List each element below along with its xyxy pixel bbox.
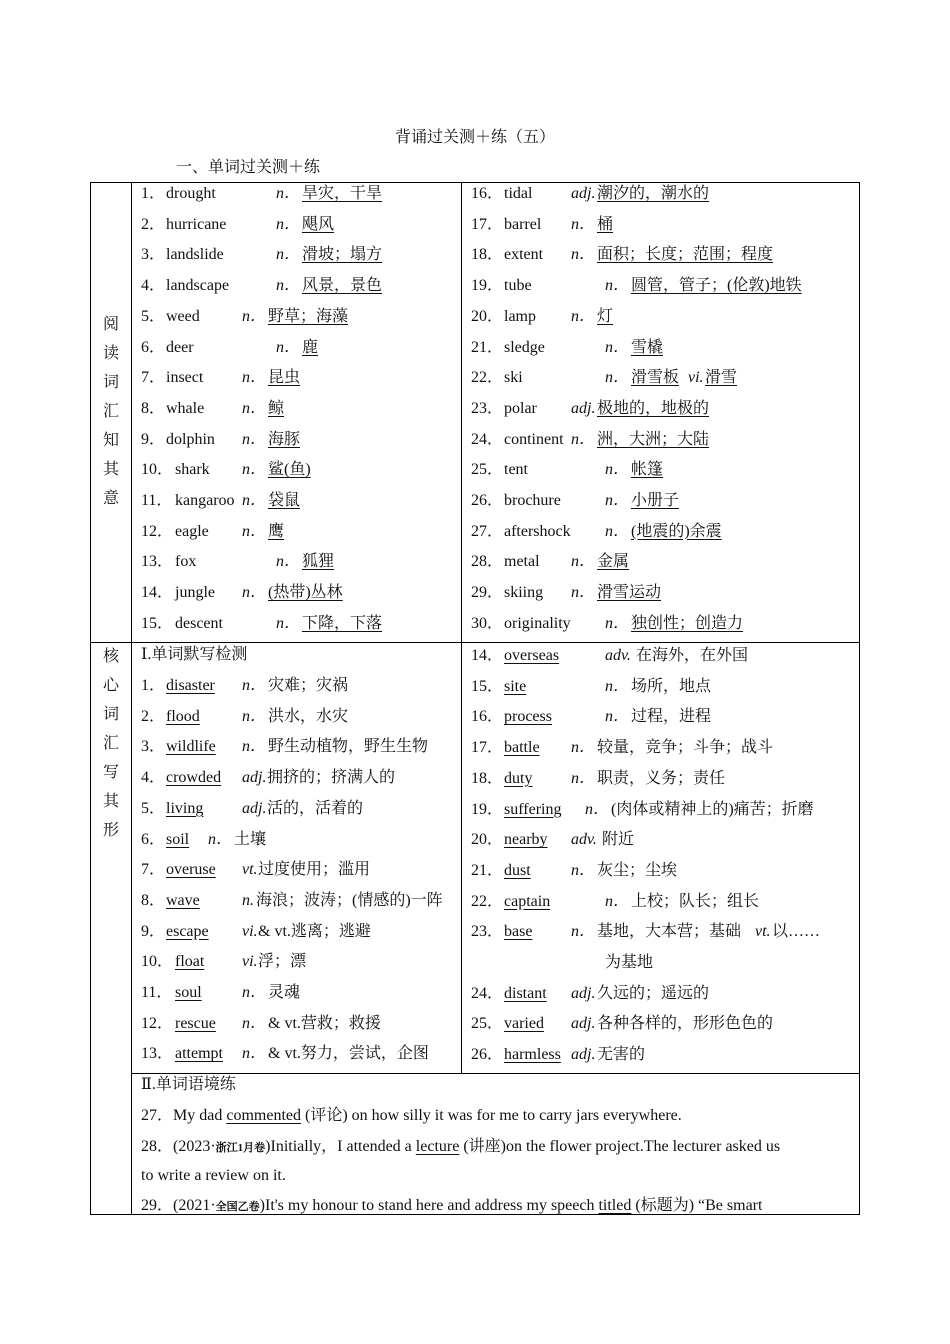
item-word: lamp — [504, 307, 536, 325]
item-meaning: 圆管，管子；(伦敦)地铁 — [631, 277, 802, 295]
part-of-speech: n． — [571, 215, 596, 233]
answer-word: site — [504, 677, 527, 695]
item-meaning: 拥挤的；挤满人的 — [267, 769, 396, 787]
item-number: 21． — [471, 861, 504, 879]
item-meaning: 洪水，水灾 — [268, 707, 349, 725]
part-of-speech: n． — [571, 739, 596, 757]
item-word: extent — [504, 246, 544, 264]
item-number: 27． — [471, 522, 504, 540]
label-char: 汇 — [102, 735, 119, 752]
item-number: 2． — [141, 707, 166, 725]
item-number: 11． — [141, 984, 173, 1001]
part-of-speech: n． — [605, 614, 630, 632]
item-number: 12． — [141, 1014, 174, 1032]
item-number: 20． — [471, 831, 504, 849]
part-of-speech: n． — [276, 246, 301, 264]
item-word: jungle — [175, 584, 215, 602]
answer-word: dust — [504, 861, 531, 879]
item-meaning: 雪橇 — [631, 338, 664, 356]
item-meaning: & vt.营救；救援 — [268, 1014, 381, 1032]
item-number: 24． — [471, 430, 504, 448]
answer-word: rescue — [175, 1014, 216, 1032]
part-of-speech: n． — [242, 984, 267, 1001]
source-tag: ) — [259, 1197, 265, 1214]
item-meaning: 极地的，地极的 — [597, 399, 710, 417]
item-number: 3． — [141, 246, 166, 264]
label-column-divider — [131, 182, 132, 1215]
answer-word: flood — [166, 707, 200, 725]
source-tag: 浙江1月卷 — [215, 1142, 266, 1154]
item-meaning: (热带)丛林 — [268, 584, 343, 602]
item-word: insect — [166, 369, 204, 387]
part-of-speech: adj. — [571, 1046, 596, 1064]
sentence-text: (标题为) “Be smart — [631, 1197, 763, 1214]
answer-word: wave — [166, 891, 200, 909]
part-of-speech: n． — [571, 553, 596, 571]
sentence-29 — [141, 1191, 762, 1222]
sentence-text: My dad — [173, 1107, 227, 1124]
item-word: polar — [504, 399, 537, 417]
item-number: 28． — [471, 553, 504, 571]
answer-blank: lecture — [415, 1138, 460, 1155]
item-word: tent — [504, 461, 528, 479]
page-title: 背诵过关测＋练（五） — [394, 129, 555, 146]
item-meaning: 灵魂 — [268, 984, 301, 1001]
sentence-number: 28． — [141, 1138, 174, 1155]
item-number: 9． — [141, 430, 166, 448]
item-number: 10． — [141, 461, 174, 479]
item-meaning: 土壤 — [234, 830, 267, 848]
item-number: 5． — [141, 307, 166, 325]
item-meaning: 浮；漂 — [258, 953, 307, 971]
part-of-speech: n． — [571, 307, 596, 325]
item-number: 18． — [471, 769, 504, 787]
subsection-divider — [131, 1073, 860, 1074]
item-number: 25． — [471, 461, 504, 479]
sentence-number: 27． — [141, 1107, 174, 1124]
item-meaning: 在海外，在外国 — [636, 647, 749, 664]
item-number: 26． — [471, 1046, 504, 1064]
part-of-speech: n． — [605, 277, 630, 295]
sentence-text: (评论) on how silly it was for me to carry jars everywhere. — [300, 1107, 682, 1124]
item-meaning: 滑雪板 — [631, 369, 680, 387]
answer-word: overuse — [166, 861, 216, 879]
item-meaning: 职责，义务；责任 — [597, 769, 726, 787]
item-number: 8． — [141, 399, 166, 417]
item-number: 12． — [141, 522, 174, 540]
sentence-number: 29． — [141, 1197, 174, 1214]
item-word: shark — [175, 461, 210, 479]
part-of-speech: n． — [605, 892, 630, 910]
item-meaning: 无害的 — [597, 1046, 646, 1064]
item-number: 4． — [141, 277, 166, 295]
answer-word: base — [504, 923, 533, 941]
item-word: deer — [166, 338, 194, 356]
item-meaning: 海豚 — [268, 430, 301, 448]
part-of-speech: n． — [605, 708, 630, 726]
answer-word: overseas — [504, 647, 560, 664]
answer-word: attempt — [175, 1045, 223, 1063]
item-number: 15． — [471, 677, 504, 695]
item-number: 1． — [141, 677, 166, 694]
item-meaning: 过程，进程 — [631, 708, 712, 726]
part-of-speech: vt. — [242, 861, 258, 879]
answer-word: distant — [504, 984, 547, 1002]
label-char: 其 — [102, 793, 119, 810]
part-of-speech: n． — [242, 369, 267, 387]
label-char: 读 — [102, 345, 119, 362]
item-word: metal — [504, 553, 540, 571]
answer-word: living — [166, 799, 204, 817]
item-number: 29． — [471, 584, 504, 602]
item-meaning: 昆虫 — [268, 369, 301, 387]
answer-word: wildlife — [166, 738, 216, 756]
item-meaning: 海浪；波涛；(情感的)一阵 — [256, 891, 443, 909]
item-word: weed — [166, 307, 200, 325]
item-number: 3． — [141, 738, 166, 756]
answer-word: captain — [504, 892, 551, 910]
item-meaning: 以…… — [772, 923, 821, 941]
sentence-28-line2: to write a review on it. — [141, 1167, 286, 1184]
center-divider-top — [461, 182, 462, 642]
item-meaning: 基地，大本营；基础 — [597, 923, 742, 941]
answer-blank: commented — [226, 1107, 301, 1124]
answer-word: battle — [504, 739, 540, 757]
label-char: 核 — [102, 648, 119, 665]
item-number: 16． — [471, 185, 504, 202]
item-meaning: 为基地 — [605, 954, 654, 971]
answer-word: disaster — [166, 677, 215, 694]
part-of-speech: n． — [571, 923, 596, 941]
item-meaning: 附近 — [602, 831, 635, 849]
item-meaning: 鹿 — [302, 338, 319, 356]
item-number: 14． — [141, 584, 174, 602]
item-word: dolphin — [166, 430, 215, 448]
item-number: 15． — [141, 614, 174, 632]
sentence-text: (讲座)on the flower project.The lecturer asked us — [459, 1138, 781, 1155]
item-meaning: 小册子 — [631, 492, 680, 509]
item-meaning: 灰尘；尘埃 — [597, 861, 678, 879]
item-word: ski — [504, 369, 523, 387]
item-word: kangaroo — [175, 492, 235, 509]
item-word: drought — [166, 185, 216, 202]
item-word: sledge — [504, 338, 545, 356]
sentence-text: It's my honour to stand here and address my speech — [265, 1197, 599, 1214]
part-of-speech: n． — [242, 430, 267, 448]
label-char: 写 — [102, 764, 119, 781]
part-of-speech: n． — [242, 1014, 267, 1032]
part-of-speech: n． — [605, 492, 630, 509]
part-of-speech: n． — [605, 522, 630, 540]
item-meaning: 滑坡；塌方 — [302, 246, 383, 264]
item-word: tube — [504, 277, 532, 295]
item-meaning: 各种各样的，形形色色的 — [597, 1015, 774, 1033]
item-meaning: 活的，活着的 — [267, 799, 364, 817]
item-word: fox — [175, 553, 197, 571]
item-number: 1． — [141, 185, 166, 202]
item-word: landslide — [166, 246, 224, 264]
item-meaning: 袋鼠 — [268, 492, 301, 509]
item-number: 18． — [471, 246, 504, 264]
label-char: 词 — [102, 706, 119, 723]
item-meaning: 野草；海藻 — [268, 307, 349, 325]
item-meaning: & vt.努力，尝试，企图 — [268, 1045, 429, 1063]
item-word: aftershock — [504, 522, 571, 540]
item-meaning: (肉体或精神上的)痛苦；折磨 — [611, 800, 814, 818]
answer-word: soul — [175, 984, 202, 1001]
item-number: 25． — [471, 1015, 504, 1033]
item-number: 19． — [471, 277, 504, 295]
part-of-speech: n． — [242, 738, 267, 756]
answer-word: escape — [166, 922, 209, 940]
answer-word: duty — [504, 769, 533, 787]
item-meaning: 场所，地点 — [631, 677, 712, 695]
item-number: 14． — [471, 647, 504, 664]
part-of-speech: n． — [242, 584, 267, 602]
answer-word: crowded — [166, 769, 222, 787]
source-tag: 全国乙卷 — [215, 1201, 260, 1213]
item-meaning: (地震的)余震 — [631, 522, 722, 540]
item-number: 13． — [141, 553, 174, 571]
part-of-speech: n． — [276, 614, 301, 632]
item-number: 5． — [141, 799, 166, 817]
item-meaning: 鲨(鱼) — [268, 461, 311, 479]
item-number: 10． — [141, 953, 174, 971]
part-of-speech: n． — [605, 461, 630, 479]
item-word: tidal — [504, 185, 533, 202]
item-number: 19． — [471, 800, 504, 818]
part-of-speech: n． — [605, 338, 630, 356]
answer-word: process — [504, 708, 552, 726]
part-of-speech: adj. — [242, 799, 267, 817]
item-number: 2． — [141, 215, 166, 233]
item-word: originality — [504, 614, 571, 632]
item-number: 17． — [471, 739, 504, 757]
item-number: 26． — [471, 492, 504, 509]
label-char: 心 — [102, 677, 119, 694]
part-of-speech: n． — [242, 307, 267, 325]
item-meaning: 狐狸 — [302, 553, 335, 571]
part-of-speech: n． — [242, 399, 267, 417]
item-meaning: 灯 — [597, 307, 614, 325]
center-divider-bottom — [461, 642, 462, 1073]
sentence-28 — [141, 1132, 780, 1163]
answer-word: suffering — [504, 800, 562, 818]
item-meaning: 较量，竞争；斗争；战斗 — [597, 739, 774, 757]
item-meaning: 潮汐的，潮水的 — [597, 185, 710, 202]
part-of-speech: n． — [605, 369, 630, 387]
item-number: 24． — [471, 984, 504, 1002]
item-number: 13． — [141, 1045, 174, 1063]
item-word: hurricane — [166, 215, 227, 233]
part-of-speech: vi. — [688, 369, 704, 387]
item-number: 22． — [471, 369, 504, 387]
part-of-speech: adj. — [571, 984, 596, 1002]
part-of-speech: vi. — [242, 922, 258, 940]
item-number: 20． — [471, 307, 504, 325]
part-of-speech: adv. — [571, 831, 597, 849]
part-of-speech: vt. — [755, 923, 771, 941]
label-char: 意 — [102, 490, 119, 507]
part-of-speech: n． — [571, 861, 596, 879]
part-of-speech: n． — [276, 185, 301, 202]
source-tag: (2023· — [173, 1138, 216, 1155]
label-char: 其 — [102, 461, 119, 478]
item-number: 30． — [471, 614, 504, 632]
part-of-speech: n． — [276, 215, 301, 233]
part-of-speech: n． — [242, 492, 267, 509]
sentence-27 — [141, 1101, 682, 1131]
item-meaning: 久远的；遥远的 — [597, 984, 710, 1002]
item-number: 23． — [471, 399, 504, 417]
part-of-speech: adj. — [571, 185, 596, 202]
part-of-speech: n． — [242, 1045, 267, 1063]
item-word: landscape — [166, 277, 230, 295]
answer-word: nearby — [504, 831, 548, 849]
part-of-speech: adj. — [571, 1015, 596, 1033]
item-meaning: 下降，下落 — [302, 614, 383, 632]
item-meaning: 面积；长度；范围；程度 — [597, 246, 774, 264]
reading-vocab-label — [91, 310, 131, 513]
item-number: 21． — [471, 338, 504, 356]
item-number: 17． — [471, 215, 504, 233]
item-meaning: 帐篷 — [631, 461, 664, 479]
part-of-speech: n． — [276, 277, 301, 295]
sentence-text: Initially，I attended a — [270, 1138, 416, 1155]
part-of-speech: n． — [242, 461, 267, 479]
item-meaning: 灾难；灾祸 — [268, 677, 349, 694]
part-of-speech: n． — [242, 677, 267, 694]
item-word: skiing — [504, 584, 544, 602]
part-of-speech: n． — [571, 430, 596, 448]
item-word: brochure — [504, 492, 561, 509]
answer-word: float — [175, 953, 205, 971]
part-of-speech: adj. — [571, 399, 596, 417]
label-char: 阅 — [102, 316, 119, 333]
item-meaning: 滑雪 — [705, 369, 738, 387]
part-of-speech: n． — [276, 338, 301, 356]
part-of-speech: n． — [276, 553, 301, 571]
part-of-speech: adj. — [242, 769, 267, 787]
item-word: barrel — [504, 215, 542, 233]
item-number: 8． — [141, 891, 166, 909]
item-meaning: 滑雪运动 — [597, 584, 662, 602]
item-meaning: 金属 — [597, 553, 630, 571]
part-of-speech: n． — [571, 769, 596, 787]
item-meaning: 风景，景色 — [302, 277, 383, 295]
item-word: descent — [175, 614, 223, 632]
context-heading: Ⅱ.单词语境练 — [141, 1076, 236, 1093]
section-heading: 一、单词过关测＋练 — [176, 159, 321, 176]
item-meaning: 鹰 — [268, 522, 285, 540]
label-char: 形 — [102, 822, 119, 839]
label-char: 词 — [102, 374, 119, 391]
answer-word: harmless — [504, 1046, 561, 1064]
item-number: 6． — [141, 830, 166, 848]
item-number: 4． — [141, 769, 166, 787]
source-tag: ) — [265, 1138, 271, 1155]
item-number: 6． — [141, 338, 166, 356]
answer-blank: titled — [598, 1197, 632, 1214]
item-word: continent — [504, 430, 564, 448]
item-meaning: 桶 — [597, 215, 614, 233]
part-of-speech: n． — [585, 800, 610, 818]
item-meaning: 野生动植物，野生生物 — [268, 738, 429, 756]
answer-word: soil — [166, 830, 190, 848]
item-meaning: 过度使用；滥用 — [258, 861, 371, 879]
item-word: whale — [166, 399, 205, 417]
label-char: 汇 — [102, 403, 119, 420]
core-heading: Ⅰ.单词默写检测 — [141, 646, 248, 663]
item-number: 7． — [141, 861, 166, 879]
item-meaning: & vt.逃离；逃避 — [258, 922, 371, 940]
part-of-speech: n. — [242, 891, 254, 909]
part-of-speech: n． — [208, 830, 233, 848]
item-meaning: 独创性；创造力 — [631, 614, 744, 632]
part-of-speech: n． — [571, 246, 596, 264]
item-number: 22． — [471, 892, 504, 910]
item-meaning: 飓风 — [302, 215, 335, 233]
item-word: eagle — [175, 522, 209, 540]
part-of-speech: n． — [242, 707, 267, 725]
item-number: 9． — [141, 922, 166, 940]
label-char: 知 — [102, 432, 119, 449]
part-of-speech: n． — [242, 522, 267, 540]
part-of-speech: vi. — [242, 953, 258, 971]
item-number: 11． — [141, 492, 173, 509]
core-vocab-label — [91, 642, 131, 845]
item-number: 23． — [471, 923, 504, 941]
part-of-speech: n． — [605, 677, 630, 695]
item-meaning: 鲸 — [268, 399, 285, 417]
item-number: 16． — [471, 708, 504, 726]
part-of-speech: adv. — [605, 647, 631, 664]
item-number: 7． — [141, 369, 166, 387]
item-meaning: 洲，大洲；大陆 — [597, 430, 710, 448]
item-meaning: 旱灾，干旱 — [302, 185, 383, 202]
item-meaning: 上校；队长；组长 — [631, 892, 760, 910]
source-tag: (2021· — [173, 1197, 216, 1214]
part-of-speech: n． — [571, 584, 596, 602]
answer-word: varied — [504, 1015, 544, 1033]
